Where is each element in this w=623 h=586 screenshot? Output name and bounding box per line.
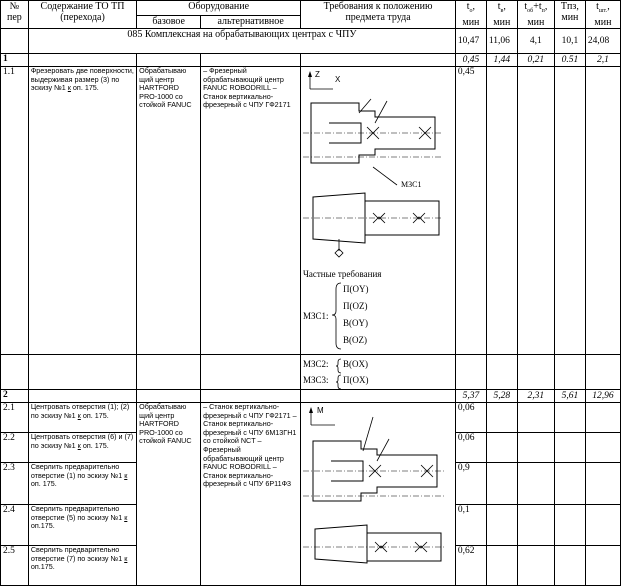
step-num: 2.3 [1, 463, 29, 505]
mzs3-item: П(OX) [343, 375, 369, 385]
step-content: Центровать отверстия (1); (2) по эскизу №1 к оп. 175. [28, 403, 136, 433]
step-content: Сверлить предварительно отверстие (7) по эскизу №1 к оп.175. [28, 546, 136, 586]
group-tpz: 5,61 [554, 390, 585, 403]
op-num-cell [1, 29, 29, 54]
step-num: 2.2 [1, 433, 29, 463]
step-content: Сверлить предварительно отверстие (5) по эскизу №1 к оп.175. [28, 505, 136, 546]
header-tsht: $t_{шт.}$, мин [585, 1, 620, 29]
equipment-base: Обрабатываю щий центр HARTFORD PRO-1000 со стойкой FANUC [137, 67, 201, 355]
group-to: 0,45 [455, 54, 486, 67]
sketch-req-cont [301, 355, 456, 390]
req-continuation [301, 355, 451, 389]
step-num: 2.4 [1, 505, 29, 546]
group-tv: 1,44 [486, 54, 517, 67]
equipment-alt: – Фрезерный обрабатывающий центр FANUC ROBODRILL – Станок вертикально-фрезерный с ЧПУ ГФ2171 [201, 67, 301, 355]
op-to: 10,47 [455, 29, 486, 54]
group-num: 1 [1, 54, 29, 67]
step-to: 0,1 [455, 505, 486, 546]
group-num: 2 [1, 390, 29, 403]
mzs1-item-2: П(OZ) [343, 301, 368, 311]
mzs1-label: МЗС1: [303, 311, 329, 321]
header-num: № пер [1, 1, 29, 29]
step-to: 0,45 [455, 67, 486, 355]
group-tob: 2,31 [517, 390, 554, 403]
group-tpz: 0.51 [554, 54, 585, 67]
header-equipment: Оборудование [137, 1, 301, 16]
header-alt: альтернативное [201, 15, 301, 28]
op-tv: 11,06 [486, 29, 517, 54]
mzs1-item-4: В(OZ) [343, 335, 368, 345]
group-tsht: 2,1 [585, 54, 620, 67]
header-tob: $t_{об}+t_п$, мин [517, 1, 554, 29]
equipment-base: Обрабатываю щий центр HARTFORD PRO-1000 со стойкой FANUC [137, 403, 201, 586]
equipment-alt: – Станок вертикально-фрезерный с ЧПУ ГФ2171 – Станок вертикально-фрезерный с ЧПУ 6М13ГН1 со стойкой NCT – Фрезерный обрабатывающий центр FANUC ROBODRILL – Станок вертикально-фрезерный с ЧПУ 6Р11Ф3 [201, 403, 301, 586]
mzs2-item: В(OX) [343, 359, 369, 369]
sketch-cell-1 [301, 67, 456, 355]
mzs1-item-3: В(OY) [343, 318, 369, 328]
base-label: МЗС1 [401, 180, 422, 189]
axis-z-label: Z [315, 70, 321, 79]
axis-x-label: X [335, 75, 341, 84]
step-num: 2.1 [1, 403, 29, 433]
step-to: 0,62 [455, 546, 486, 586]
header-content: Содержание ТО ТП (перехода) [28, 1, 136, 29]
setup-sketch-1 [301, 67, 451, 354]
operation-title: 085 Комплексная на обрабатывающих центрах с ЧПУ [28, 29, 455, 54]
op-tob: 4,1 [517, 29, 554, 54]
header-base: базовое [137, 15, 201, 28]
group-tob: 0,21 [517, 54, 554, 67]
group-tv: 5,28 [486, 390, 517, 403]
step-to: 0,06 [455, 433, 486, 463]
step-content: Центровать отверстия (6) и (7) по эскизу №1 к оп. 175. [28, 433, 136, 463]
req-title: Частные требования [303, 269, 382, 279]
mzs1-item-1: П(OY) [343, 284, 369, 294]
step-content: Сверлить предварительно отверстие (1) по эскизу №1 к оп. 175. [28, 463, 136, 505]
group-tsht: 12,96 [585, 390, 620, 403]
step-to: 0,06 [455, 403, 486, 433]
mzs3-label: МЗС3: [303, 375, 329, 385]
step-num: 2.5 [1, 546, 29, 586]
header-requirements: Требования к положению предмета труда [301, 1, 456, 29]
header-tv: $t_в$, мин [486, 1, 517, 29]
group-to: 5,37 [455, 390, 486, 403]
mzs2-label: МЗС2: [303, 359, 329, 369]
sketch-cell-2 [301, 403, 456, 586]
op-tsht: 24,08 [585, 29, 620, 54]
axis-m-label: M [317, 406, 324, 415]
step-to: 0,9 [455, 463, 486, 505]
header-tpz: Tпз, мин [554, 1, 585, 29]
header-to: $t_о$, мин [455, 1, 486, 29]
step-num: 1.1 [1, 67, 29, 355]
step-content: Фрезеровать две поверхности, выдерживая размер (3) по эскизу №1 к оп. 175. [28, 67, 136, 355]
op-tpz: 10,1 [554, 29, 585, 54]
setup-sketch-2 [301, 403, 451, 573]
